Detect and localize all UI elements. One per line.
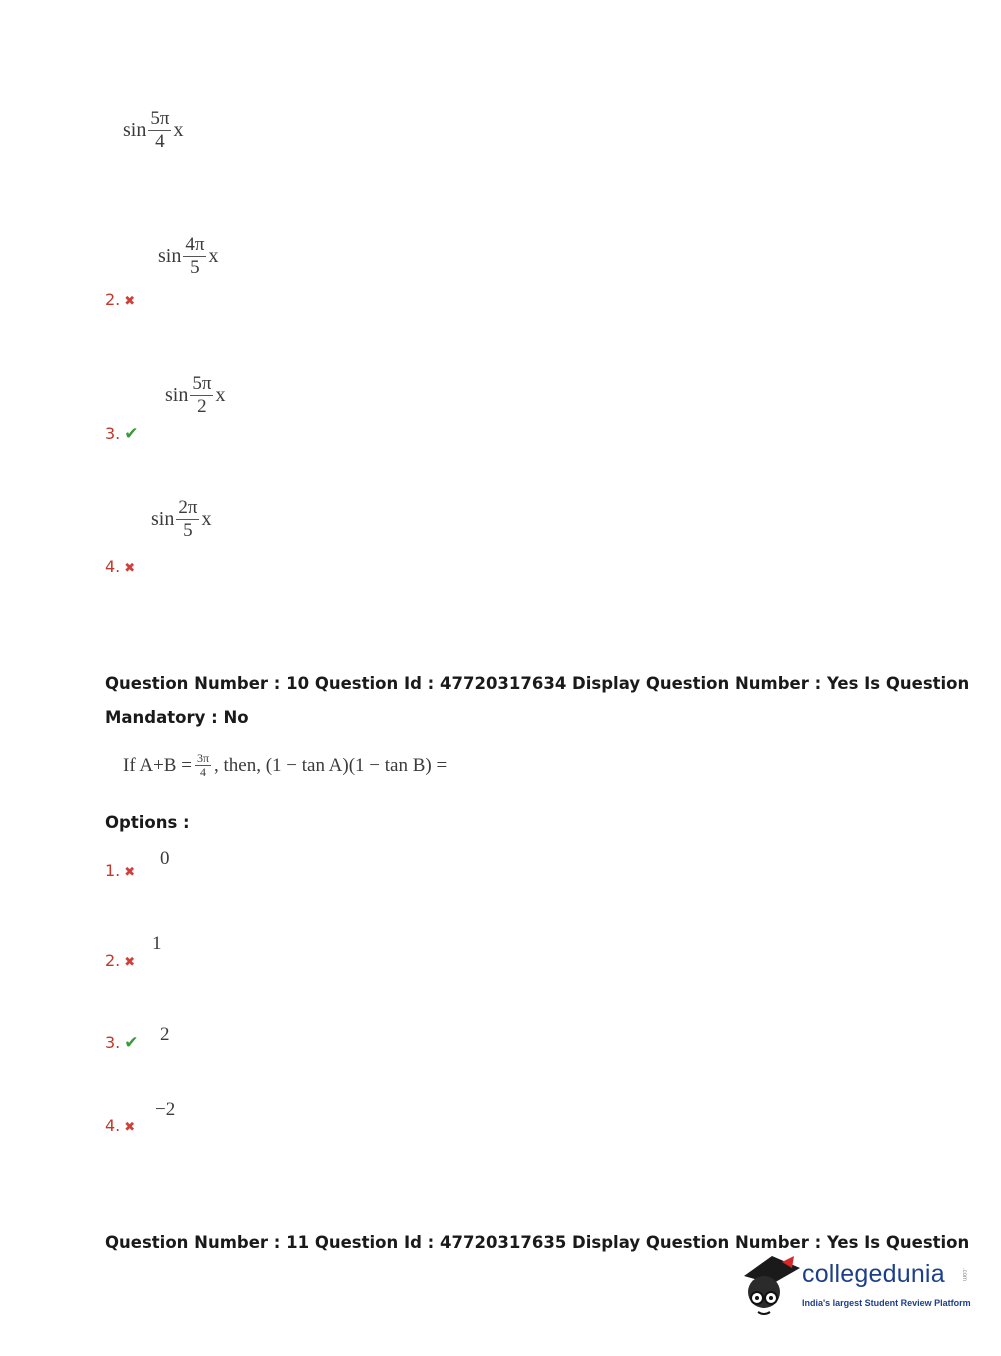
prev-option-4-math: sin $\frac{2\pi}{5}$ x bbox=[151, 497, 212, 541]
question-10-stem: If A+B = $\frac{3\pi}{4}$ , then, (1 − tan A)(1 − tan B) = bbox=[123, 751, 448, 779]
wrong-icon: ✖ bbox=[124, 294, 136, 309]
option-number: 2. ✖ bbox=[105, 951, 136, 970]
option-number: 1. ✖ bbox=[105, 861, 136, 880]
option-value: 0 bbox=[160, 848, 170, 869]
prev-option-2-math: sin $\frac{4\pi}{5}$ x bbox=[158, 234, 219, 278]
option-number: 4. ✖ bbox=[105, 1116, 136, 1135]
question-11-header: Question Number : 11 Question Id : 47720317635 Display Question Number : Yes Is Question bbox=[105, 1233, 970, 1252]
options-label: Options : bbox=[105, 813, 190, 832]
wrong-icon: ✖ bbox=[124, 561, 136, 576]
option-number: 4. ✖ bbox=[105, 557, 136, 576]
mascot-icon bbox=[742, 1252, 802, 1320]
question-10-mandatory: Mandatory : No bbox=[105, 708, 249, 727]
option-value: −2 bbox=[155, 1099, 176, 1120]
fraction: $\frac{2\pi}{5}$ bbox=[178, 497, 198, 541]
option-number: 2. ✖ bbox=[105, 290, 136, 309]
prev-option-1-math bbox=[123, 108, 183, 153]
function-name: sin bbox=[123, 119, 147, 141]
prev-option-3-math: sin $\frac{5\pi}{2}$ x bbox=[165, 373, 226, 417]
variable: x bbox=[173, 119, 184, 141]
option-value: 1 bbox=[152, 933, 162, 954]
option-number: 3. ✔ bbox=[105, 1033, 139, 1053]
option-value: 2 bbox=[160, 1024, 170, 1045]
wrong-icon: ✖ bbox=[124, 1120, 136, 1135]
check-icon: ✔ bbox=[124, 1033, 139, 1053]
option-number: 3. ✔ bbox=[105, 424, 139, 444]
collegedunia-logo[interactable] bbox=[742, 1252, 972, 1322]
fraction: $\frac{3\pi}{4}$ bbox=[196, 751, 209, 779]
logo-tagline: India's largest Student Review Platform bbox=[802, 1298, 971, 1308]
wrong-icon: ✖ bbox=[124, 865, 136, 880]
question-10-header: Question Number : 10 Question Id : 47720317634 Display Question Number : Yes Is Question bbox=[105, 674, 970, 693]
fraction: $\frac{5\pi}{4}$ bbox=[150, 108, 170, 152]
fraction: $\frac{4\pi}{5}$ bbox=[185, 234, 205, 278]
check-icon: ✔ bbox=[124, 424, 139, 444]
logo-domain-suffix: .com bbox=[961, 1268, 967, 1282]
fraction: $\frac{5\pi}{2}$ bbox=[192, 373, 212, 417]
logo-wordmark: collegedunia bbox=[802, 1260, 945, 1288]
wrong-icon: ✖ bbox=[124, 955, 136, 970]
